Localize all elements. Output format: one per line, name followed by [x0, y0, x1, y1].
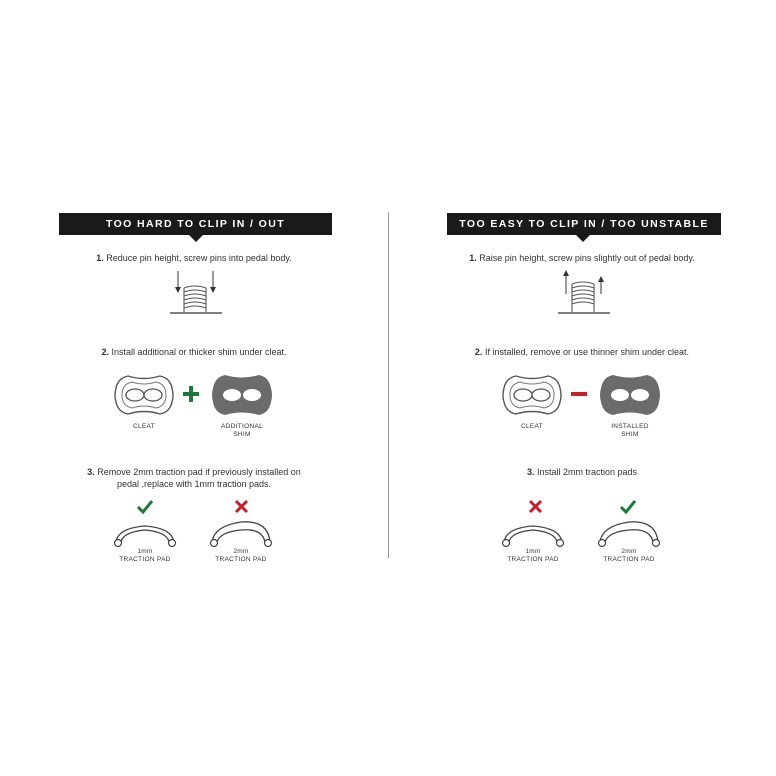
check-icon — [137, 500, 153, 513]
arrow-down-icon — [175, 287, 181, 293]
pad-label-line2: TRACTION PAD — [119, 556, 171, 563]
screw-pin-icon — [558, 268, 608, 320]
banner-notch — [189, 235, 203, 242]
shim-label-line2: SHIM — [233, 431, 251, 438]
banner-notch — [576, 235, 590, 242]
step-2 — [20, 346, 368, 358]
step-text: Install 2mm traction pads — [536, 467, 638, 477]
traction-pad-icon — [500, 522, 566, 548]
step-number: 3. — [526, 467, 535, 477]
cross-icon — [529, 500, 542, 513]
screw-pin-icon — [170, 268, 220, 320]
pad-label-line2: TRACTION PAD — [603, 556, 655, 563]
arrow-down-icon — [210, 287, 216, 293]
traction-pad-icon — [596, 518, 662, 548]
pad-label-line1: 1mm — [525, 548, 541, 555]
shim-label-line1: INSTALLED — [611, 423, 649, 430]
step-number: 1. — [469, 253, 477, 263]
cleat-label: CLEAT — [521, 423, 543, 430]
check-icon — [620, 500, 636, 513]
minus-icon — [571, 392, 587, 397]
step-number: 3. — [87, 467, 95, 477]
step-number: 2. — [101, 347, 109, 357]
step-3 — [398, 466, 766, 478]
step-1 — [20, 252, 368, 264]
pad-label-line1: 1mm — [137, 548, 153, 555]
pad-label-line2: TRACTION PAD — [215, 556, 267, 563]
cross-icon — [235, 500, 248, 513]
step-text: If installed, remove or use thinner shim under cleat. — [484, 347, 690, 357]
plus-icon — [183, 386, 199, 402]
cleat-icon — [502, 372, 562, 418]
step-text: Reduce pin height, screw pins into pedal body. — [106, 253, 292, 263]
step-text: Remove 2mm traction pad if previously installed on — [97, 467, 301, 477]
step-1 — [398, 252, 766, 264]
step-text: Install additional or thicker shim under cleat. — [111, 347, 287, 357]
traction-pad-icon — [208, 518, 274, 548]
pad-label-line2: TRACTION PAD — [507, 556, 559, 563]
pad-label-line1: 2mm — [621, 548, 637, 555]
step-3 — [20, 466, 368, 478]
cleat-icon — [114, 372, 174, 418]
shim-icon — [599, 372, 661, 418]
step-2 — [398, 346, 766, 358]
shim-label-line2: SHIM — [621, 431, 639, 438]
shim-icon — [211, 372, 273, 418]
panel-too-easy — [388, 0, 776, 776]
step-3-line2: pedal ,replace with 1mm traction pads. — [116, 479, 272, 489]
shim-label-line1: ADDITIONAL — [220, 423, 263, 430]
step-text: Raise pin height, screw pins slightly out of pedal body. — [479, 253, 695, 263]
cleat-label: CLEAT — [133, 423, 155, 430]
traction-pad-icon — [112, 522, 178, 548]
step-number: 1. — [96, 253, 104, 263]
pad-label-line1: 2mm — [233, 548, 249, 555]
panel-title: TOO EASY TO CLIP IN / TOO UNSTABLE — [447, 213, 721, 235]
step-number: 2. — [474, 347, 483, 357]
panel-title: TOO HARD TO CLIP IN / OUT — [59, 213, 332, 235]
